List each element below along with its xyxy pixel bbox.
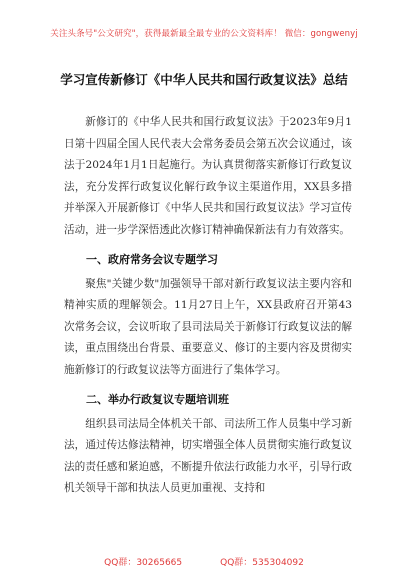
footer-qq-groups [0,555,408,568]
section-2-heading: 二、举办行政复议专题培训班 [86,392,229,406]
document-title: 学习宣传新修订《中华人民共和国行政复议法》总结 [60,72,348,87]
section-1-heading: 一、政府常务会议专题学习 [86,252,218,266]
section-1-paragraph: 聚焦"关键少数"加强领导干部对新行政复议法主要内容和精神实质的理解领会。11月27日上午，XX县政府召开第43次常务会议，会议听取了县司法局关于新修订行政复议法的解读，重点围绕出台背景、重要意义、修订的主要内容及贯彻实施新修订的行政复议法等方面进行了集体学习。 [64,277,352,376]
section-2-paragraph: 组织县司法局全体机关干部、司法所工作人员集中学习新法，通过传达修法精神，切实增强全体人员贯彻实施行政复议法的责任感和紧迫感，不断提升依法行政能力水平，引导行政机关领导干部和执法人员更加重视、支持和 [64,417,352,495]
intro-paragraph: 新修订的《中华人民共和国行政复议法》于2023年9月1日第十四届全国人民代表大会常务委员会第五次会议通过，该法于2024年1月1日起施行。为认真贯彻落实新修订行政复议法，充分发挥行政复议化解行政争议主渠道作用，XX县多措并举深入开展新修订《中华人民共和国行政复议法》学习宣传活动，进一步学深悟透此次修订精神确保新法有力有效落实。 [64,116,352,236]
header-promo-note: 关注头条号"公文研究"，获得最新最全最专业的公文资料库！ 微信：gongwenyj [50,29,358,39]
footer-qq-group-2: QQ群：535304092 [220,558,304,568]
document-body [64,112,352,509]
footer-qq-group-1: QQ群：30265665 [104,558,183,568]
